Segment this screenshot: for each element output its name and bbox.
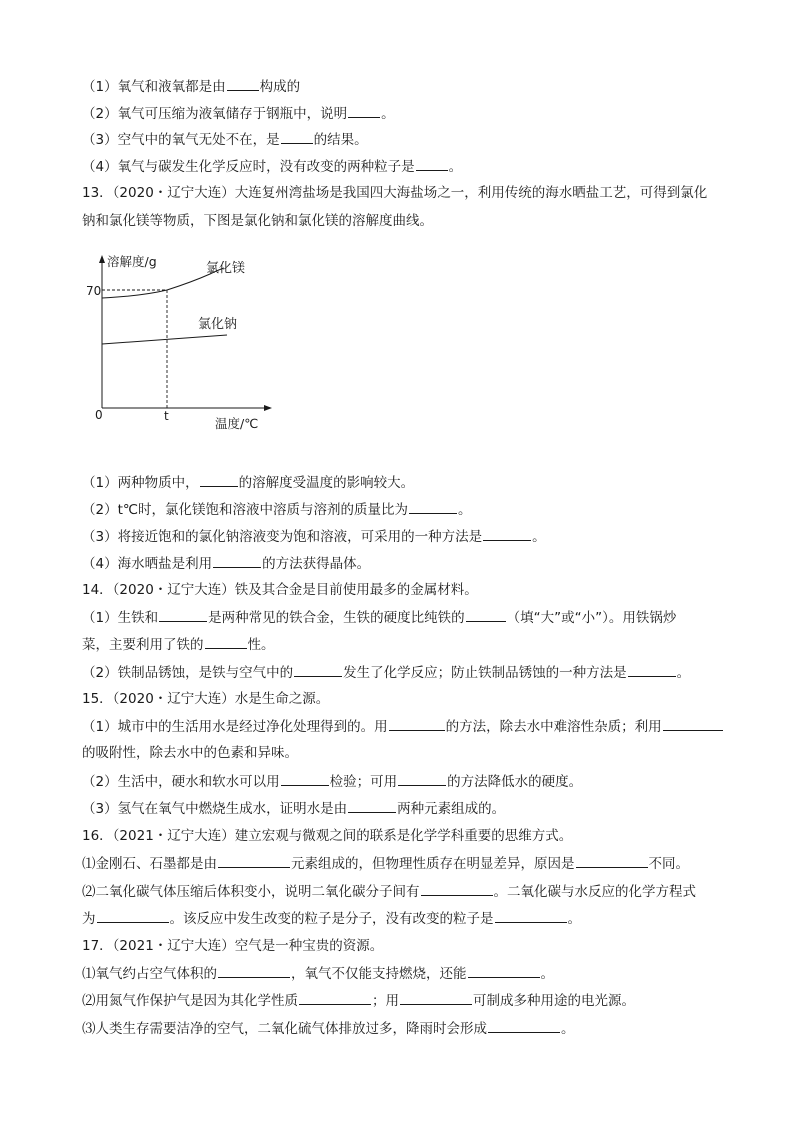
text-line: [82, 936, 383, 956]
text-line: [82, 183, 707, 203]
answer-blank[interactable]: [205, 634, 247, 649]
text-line: [82, 908, 581, 929]
text-segment: 构成的: [259, 79, 301, 95]
answer-blank[interactable]: [299, 990, 371, 1005]
text-segment: 。: [676, 665, 691, 681]
text-segment: 元素组成的，但物理性质存在明显差异，原因是: [291, 856, 575, 872]
text-segment: 。: [540, 966, 554, 982]
text-line: [82, 634, 275, 655]
text-line: [82, 662, 690, 683]
text-segment: （1）氧气和液氧都是由: [82, 79, 226, 95]
text-segment: 可制成多种用途的电光源。: [473, 993, 635, 1009]
answer-blank[interactable]: [200, 472, 238, 487]
text-segment: 16．（2021・辽宁大连）建立宏观与微观之间的联系是化学学科重要的思维方式。: [82, 828, 573, 844]
text-segment: 不同。: [648, 856, 689, 872]
text-line: [82, 580, 478, 600]
text-segment: （4）氧气与碳发生化学反应时，没有改变的两种粒子是: [82, 159, 415, 175]
answer-blank[interactable]: [294, 662, 342, 677]
answer-blank[interactable]: [227, 76, 259, 91]
answer-blank[interactable]: [159, 607, 207, 622]
text-segment: （2）铁制品锈蚀，是铁与空气中的: [82, 665, 294, 681]
answer-blank[interactable]: [97, 908, 169, 923]
text-segment: 的吸附性，除去水中的色素和异味。: [82, 745, 298, 761]
answer-blank[interactable]: [421, 881, 493, 896]
text-line: [82, 526, 546, 547]
text-segment: 。: [561, 1021, 575, 1037]
text-line: [82, 1018, 575, 1039]
text-segment: 的溶解度受温度的影响较大。: [238, 475, 415, 491]
answer-blank[interactable]: [281, 771, 329, 786]
text-line: [82, 553, 370, 574]
text-segment: 17．（2021・辽宁大连）空气是一种宝贵的资源。: [82, 938, 384, 954]
text-segment: 发生了化学反应；防止铁制品锈蚀的一种方法是: [343, 665, 627, 681]
text-line: [82, 689, 329, 709]
text-segment: ⑵用氮气作保护气是因为其化学性质: [82, 993, 298, 1009]
text-line: [82, 963, 554, 984]
y-axis-arrow: [99, 255, 105, 263]
answer-blank[interactable]: [398, 771, 446, 786]
text-segment: ；用: [372, 993, 399, 1009]
text-segment: （3）将接近饱和的氯化钠溶液变为饱和溶液，可采用的一种方法是: [82, 529, 483, 545]
text-segment: 。: [567, 911, 581, 927]
x-axis-arrow: [264, 405, 272, 411]
text-segment: ⑴氧气约占空气体积的: [82, 966, 217, 982]
text-segment: 检验；可用: [329, 774, 398, 790]
text-segment: ，氧气不仅能支持燃烧，还能: [291, 966, 467, 982]
text-line: [82, 472, 414, 493]
answer-blank[interactable]: [483, 526, 531, 541]
text-line: [82, 743, 298, 763]
text-segment: 。: [532, 529, 546, 545]
text-segment: （3）空气中的氧气无处不在，是: [82, 132, 280, 148]
text-segment: 钠和氯化镁等物质，下图是氯化钠和氯化镁的溶解度曲线。: [82, 213, 433, 229]
text-segment: （填“大”或“小”）。用铁锅炒: [506, 610, 677, 626]
answer-blank[interactable]: [213, 553, 261, 568]
text-segment: 两种元素组成的。: [397, 801, 506, 817]
text-segment: 15．（2020・辽宁大连）水是生命之源。: [82, 691, 330, 707]
text-segment: ⑶人类生存需要洁净的空气，二氧化硫气体排放过多，降雨时会形成: [82, 1021, 487, 1037]
text-line: [82, 853, 689, 874]
text-line: [82, 607, 676, 628]
text-segment: 的方法，除去水中难溶性杂质；利用: [445, 719, 662, 735]
text-segment: （2）t℃时，氯化镁饱和溶液中溶质与溶剂的质量比为: [82, 502, 409, 518]
text-segment: （1）生铁和: [82, 610, 159, 626]
text-line: [82, 103, 395, 124]
text-segment: 性。: [247, 637, 275, 653]
text-segment: 是两种常见的铁合金，生铁的硬度比纯铁的: [208, 610, 465, 626]
answer-blank[interactable]: [576, 853, 648, 868]
text-line: [82, 771, 582, 792]
answer-blank[interactable]: [663, 716, 723, 731]
answer-blank[interactable]: [400, 990, 472, 1005]
answer-blank[interactable]: [218, 963, 290, 978]
text-line: [82, 76, 300, 97]
text-line: [82, 826, 572, 846]
solubility-chart: [82, 252, 282, 437]
answer-blank[interactable]: [348, 798, 396, 813]
series-label-sodium-chloride: 氯化钠: [198, 317, 238, 332]
text-segment: （4）海水晒盐是利用: [82, 556, 213, 572]
series-label-magnesium-chloride: 氯化镁: [206, 261, 246, 276]
text-segment: 14．（2020・辽宁大连）铁及其合金是目前使用最多的金属材料。: [82, 582, 478, 598]
text-segment: （3）氢气在氧气中燃烧生成水，证明水是由: [82, 801, 348, 817]
text-segment: （2）氧气可压缩为液氧储存于钢瓶中，说明: [82, 106, 348, 122]
text-segment: 。: [381, 106, 395, 122]
text-segment: 为: [82, 911, 96, 927]
answer-blank[interactable]: [628, 662, 676, 677]
y-axis-label: 溶解度/g: [107, 254, 157, 269]
text-segment: 。二氧化碳与水反应的化学方程式: [493, 884, 696, 900]
answer-blank[interactable]: [495, 908, 567, 923]
answer-blank[interactable]: [389, 716, 445, 731]
text-segment: （1）城市中的生活用水是经过净化处理得到的。用: [82, 719, 388, 735]
answer-blank[interactable]: [218, 853, 290, 868]
answer-blank[interactable]: [409, 499, 457, 514]
text-segment: 。该反应中发生改变的粒子是分子，没有改变的粒子是: [169, 911, 494, 927]
text-segment: （1）两种物质中，: [82, 475, 199, 491]
text-segment: 的方法获得晶体。: [262, 556, 371, 572]
text-segment: 13．（2020・辽宁大连）大连复州湾盐场是我国四大海盐场之一，利用传统的海水晒盐工艺，可得到氯化: [82, 185, 708, 201]
x-axis-label: 温度/℃: [215, 416, 259, 431]
text-line: [82, 211, 433, 231]
text-segment: ⑵二氧化碳气体压缩后体积变小，说明二氧化碳分子间有: [82, 884, 420, 900]
text-segment: ⑴金刚石、石墨都是由: [82, 856, 217, 872]
text-line: [82, 798, 505, 819]
text-segment: 。: [448, 159, 463, 175]
text-line: [82, 716, 724, 737]
text-line: [82, 881, 696, 902]
text-line: [82, 990, 635, 1011]
y-tick-label-70: 70: [86, 284, 102, 298]
text-segment: 的方法降低水的硬度。: [447, 774, 583, 790]
text-segment: （2）生活中，硬水和软水可以用: [82, 774, 280, 790]
series-line-sodium-chloride: [102, 335, 227, 344]
answer-blank[interactable]: [468, 963, 540, 978]
text-segment: 的结果。: [313, 132, 368, 148]
answer-blank[interactable]: [416, 156, 448, 171]
answer-blank[interactable]: [281, 129, 313, 144]
answer-blank[interactable]: [348, 103, 380, 118]
text-segment: 菜，主要利用了铁的: [82, 637, 204, 653]
text-line: [82, 129, 368, 150]
text-line: [82, 499, 472, 520]
answer-blank[interactable]: [488, 1018, 560, 1033]
text-line: [82, 156, 462, 177]
x-tick-label-t: t: [164, 409, 169, 423]
text-segment: 。: [458, 502, 472, 518]
origin-label: 0: [95, 408, 103, 422]
answer-blank[interactable]: [466, 607, 506, 622]
